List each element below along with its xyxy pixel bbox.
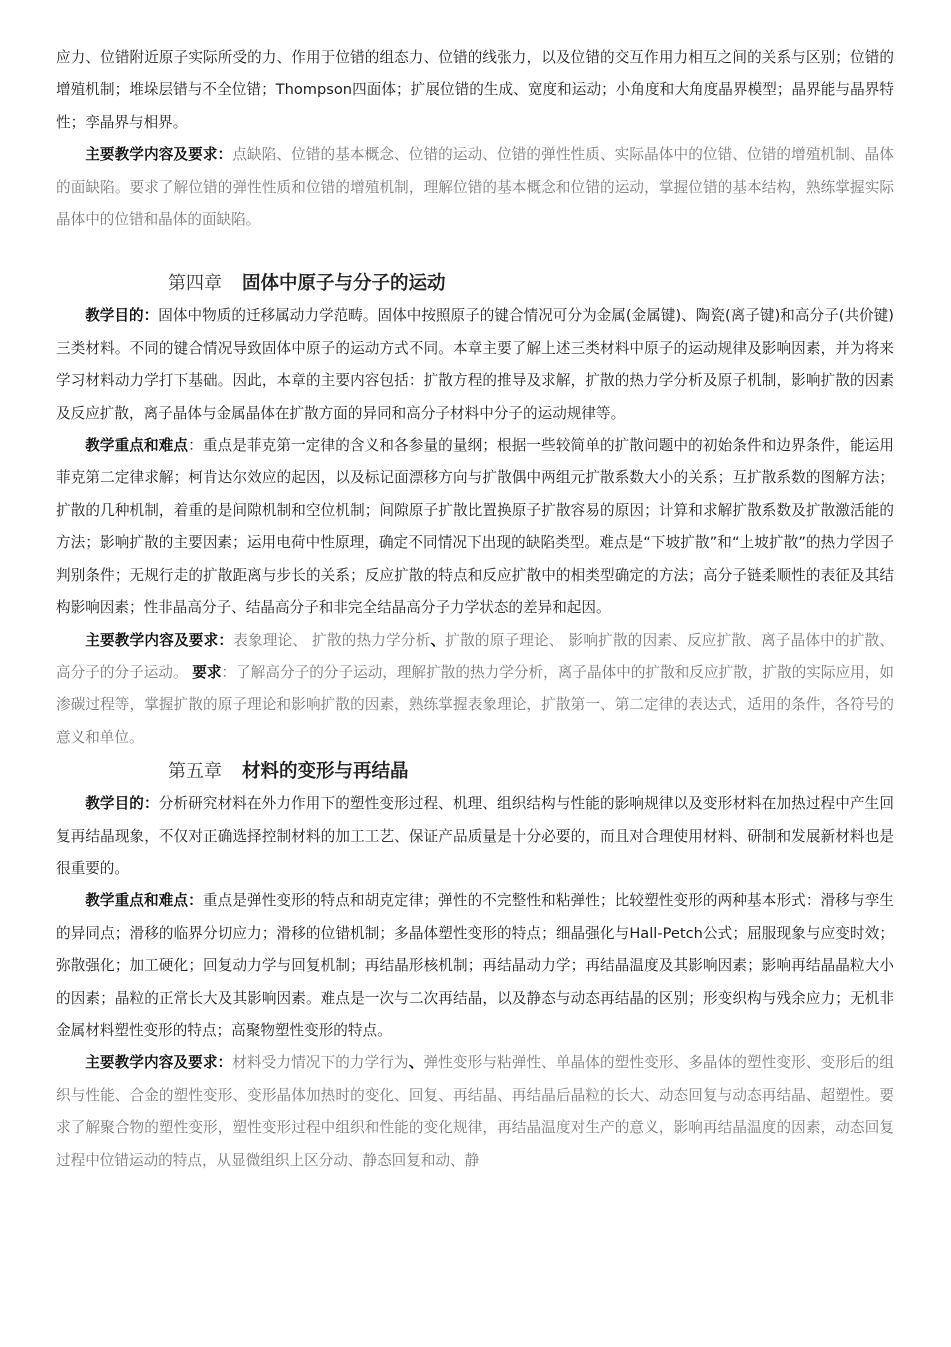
ch5-purpose-label: 教学目的：	[85, 795, 159, 813]
chapter-4-number: 第四章	[168, 273, 222, 295]
ch4-purpose-label: 教学目的：	[85, 307, 159, 325]
ch5-keypoints-text: 重点是弹性变形的特点和胡克定律；弹性的不完整性和粘弹性；比较塑性变形的两种基本形式：滑移与孪生的异同点；滑移的临界分切应力；滑移的位错机制；多晶体塑性变形的特点；细晶强化与Hall-Petch公式；屈服现象与应变时效；弥散强化；加工硬化；回复动力学与回复机制；再结晶形核机制；再结晶动力学；再结晶温度及其影响因素；影响再结晶晶粒大小的因素；晶粒的正常长大及其影响因素。难点是一次与二次再结晶，以及静态与动态再结晶的区别；形变织构与残余应力；无机非金属材料塑性变形的特点；高聚物塑性变形的特点。	[56, 892, 894, 1039]
ch4-requirement-text: ：了解高分子的分子运动，理解扩散的热力学分析，离子晶体中的扩散和反应扩散，扩散的实际应用，如渗碳过程等，掌握扩散的原子理论和影响扩散的因素，熟练掌握表象理论，扩散第一、第二定律的表达式，适用的条件，各符号的意义和单位。	[56, 663, 894, 746]
ch5-keypoints-label: 教学重点和难点：	[85, 892, 203, 910]
ch4-content-text-a: 表象理论、 扩散的热力学分析	[233, 631, 431, 649]
ch5-content-label: 主要教学内容及要求：	[85, 1054, 233, 1072]
ch5-content-separator: 、	[408, 1054, 424, 1072]
chapter-4-heading	[56, 266, 894, 300]
ch4-keypoints-paragraph	[56, 430, 894, 624]
ch4-keypoints-label: 教学重点和难点	[85, 437, 189, 455]
ch4-content-label: 主要教学内容及要求：	[85, 631, 234, 649]
ch4-content-text-b: 扩散的原子理论、 影响扩散的因素、反应扩散、离子晶体中的扩散、高分子的分子运动。	[56, 631, 894, 681]
chapter-4-title: 固体中原子与分子的运动	[242, 272, 446, 294]
ch4-purpose-text: 固体中物质的迁移属动力学范畴。固体中按照原子的键合情况可分为金属(金属键)、陶瓷(离子键)和高分子(共价键)三类材料。不同的键合情况导致固体中原子的运动方式不同。本章主要了解上述三类材料中原子的运动规律及影响因素，并为将来学习材料动力学打下基础。因此，本章的主要内容包括：扩散方程的推导及求解，扩散的热力学分析及原子机制，影响扩散的因素及反应扩散，离子晶体与金属晶体在扩散方面的异同和高分子材料中分子的运动规律等。	[56, 307, 894, 422]
ch3-content-text: 点缺陷、位错的基本概念、位错的运动、位错的弹性性质、实际晶体中的位错、位错的增殖机制、晶体的面缺陷。要求了解位错的弹性性质和位错的增殖机制，理解位错的基本概念和位错的运动，掌握位错的基本结构，熟练掌握实际晶体中的位错和晶体的面缺陷。	[56, 146, 894, 229]
ch5-purpose-text: 分析研究材料在外力作用下的塑性变形过程、机理、组织结构与性能的影响规律以及变形材料在加热过程中产生回复再结晶现象，不仅对正确选择控制材料的加工工艺、保证产品质量是十分必要的，而且对合理使用材料、研制和发展新材料也是很重要的。	[56, 795, 894, 877]
ch4-content-separator: 、	[430, 631, 446, 649]
section-gap	[56, 236, 894, 266]
ch4-content-paragraph	[56, 625, 894, 755]
chapter-5-number: 第五章	[168, 761, 222, 783]
document-page	[56, 42, 894, 1177]
ch3-content-label: 主要教学内容及要求：	[85, 146, 233, 164]
ch3-content-paragraph	[56, 139, 894, 236]
ch4-keypoints-text: ：重点是菲克第一定律的含义和各参量的量纲；根据一些较简单的扩散问题中的初始条件和边界条件，能运用菲克第二定律求解；柯肯达尔效应的起因，以及标记面漂移方向与扩散偶中两组元扩散系数大小的关系；互扩散系数的图解方法；扩散的几种机制，着重的是间隙机制和空位机制；间隙原子扩散比置换原子扩散容易的原因；计算和求解扩散系数及扩散激活能的方法；影响扩散的主要因素；运用电荷中性原理，确定不同情况下出现的缺陷类型。难点是“下坡扩散”和“上坡扩散”的热力学因子判别条件；无规行走的扩散距离与步长的关系；反应扩散的特点和反应扩散中的相类型确定的方法；高分子链柔顺性的表征及其结构影响因素；性非晶高分子、结晶高分子和非完全结晶高分子力学状态的差异和起因。	[56, 437, 894, 617]
chapter-5-heading	[56, 754, 894, 788]
top-paragraph: 应力、位错附近原子实际所受的力、作用于位错的组态力、位错的线张力，以及位错的交互作用力相互之间的关系与区别；位错的增殖机制；堆垛层错与不全位错；Thompson四面体；扩展位错的生成、宽度和运动；小角度和大角度晶界模型；晶界能与晶界特性；孪晶界与相界。	[56, 49, 894, 131]
ch5-content-paragraph	[56, 1047, 894, 1177]
ch4-requirement-label: 要求	[192, 663, 222, 681]
ch4-purpose-paragraph	[56, 300, 894, 430]
ch5-content-text-b: 弹性变形与粘弹性、单晶体的塑性变形、多晶体的塑性变形、变形后的组织与性能、合金的塑性变形、变形晶体加热时的变化、回复、再结晶、再结晶后晶粒的长大、动态回复与动态再结晶、超塑性。要求了解聚合物的塑性变形，塑性变形过程中组织和性能的变化规律，再结晶温度对生产的意义，影响再结晶温度的因素，动态回复过程中位错运动的特点，从显微组织上区分动、静态回复和动、静	[56, 1054, 894, 1169]
ch5-purpose-paragraph	[56, 788, 894, 885]
chapter-5-title: 材料的变形与再结晶	[242, 760, 409, 782]
ch5-content-text-a: 材料受力情况下的力学行为	[232, 1054, 409, 1072]
ch5-keypoints-paragraph	[56, 885, 894, 1047]
